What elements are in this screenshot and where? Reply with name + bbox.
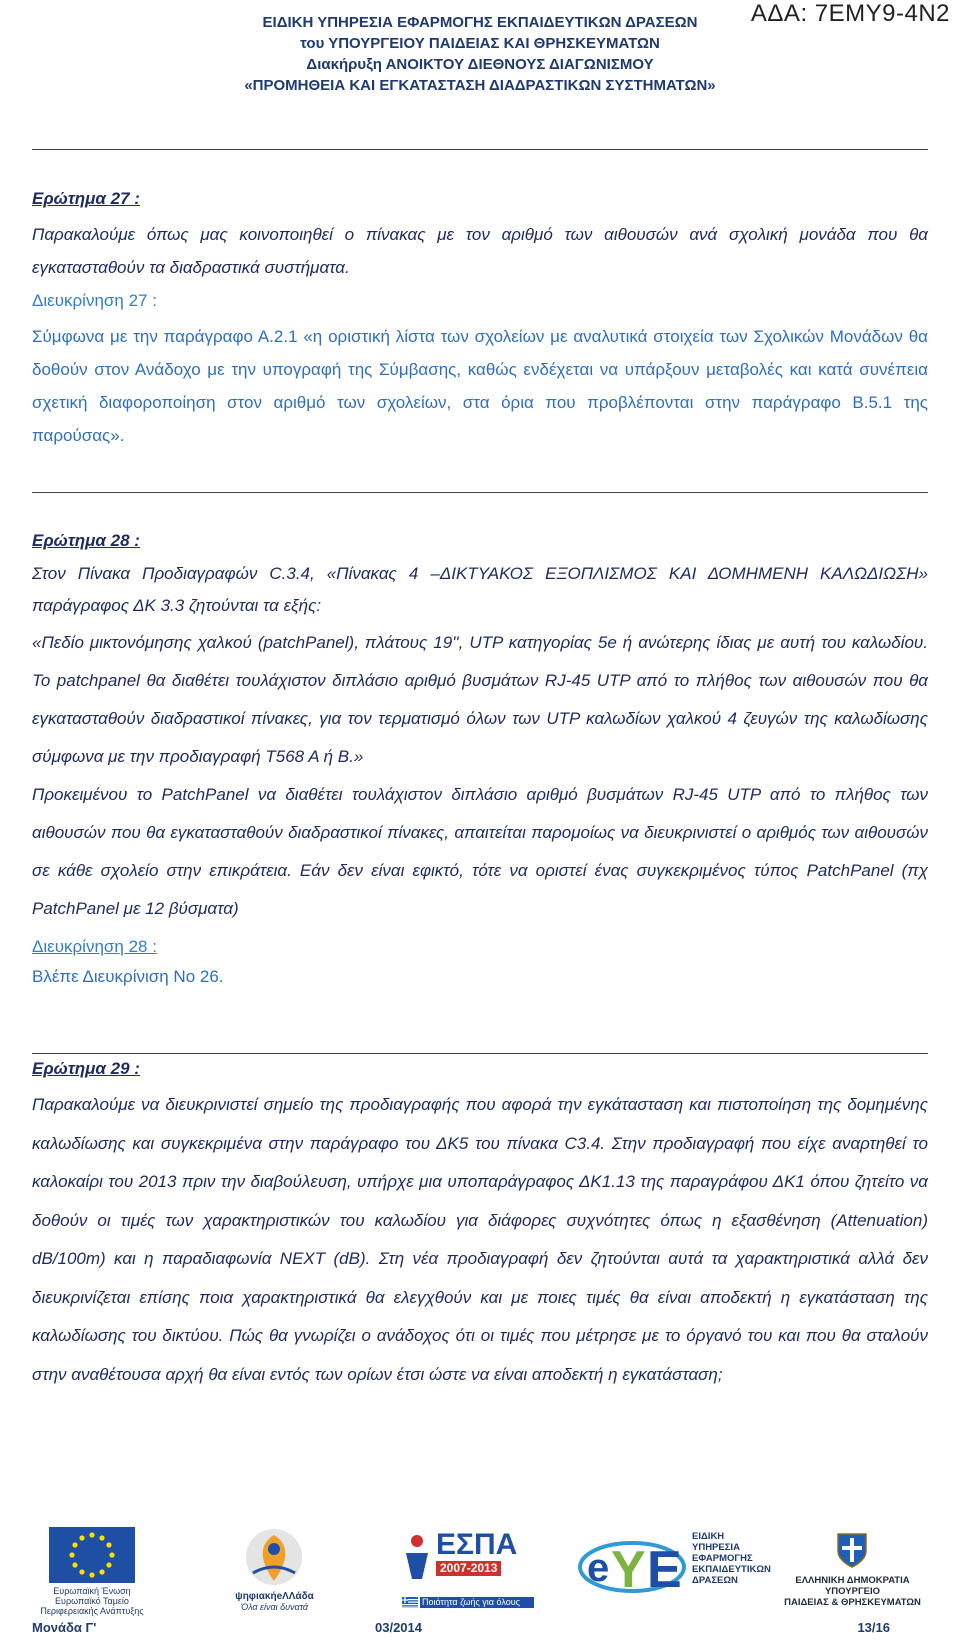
document-header (0, 12, 960, 96)
digital-greece-logo (217, 1527, 332, 1615)
divider (32, 492, 928, 493)
eu-text-1: Ευρωπαϊκή Ένωση (53, 1586, 131, 1596)
greek-coat-of-arms-icon (835, 1531, 869, 1569)
svg-text:Ε: Ε (647, 1541, 682, 1597)
answer-title: Διευκρίνηση 27 : (32, 291, 157, 310)
eye-line-4: ΕΚΠΑΙΔΕΥΤΙΚΩΝ (692, 1564, 771, 1575)
question-text: Προκειμένου το PatchPanel να διαθέτει τουλάχιστον διπλάσιο αριθμό βυσμάτων RJ-45 UTP από το πλήθος των αιθουσών που θα εγκατασταθούν διαδραστικοί πίνακες, απαιτείται παρομοίως να διευκρινιστεί ο αριθμός των αιθουσών σε κάθε σχολείο στην επικράτεια. Εάν δεν είναι εφικτό, τότε να οριστεί ένας συγκεκριμένος τύπος PatchPanel (πχ PatchPanel με 12 βύσματα) (32, 785, 928, 918)
digital-greece-slogan: Όλα είναι δυνατά (240, 1602, 309, 1612)
espa-figure-icon (402, 1533, 432, 1581)
eye-line-2: ΥΠΗΡΕΣΙΑ (692, 1542, 740, 1553)
digital-greece-emblem-icon (239, 1527, 309, 1587)
divider (32, 1053, 928, 1054)
ministry-line-1: ΕΛΛΗΝΙΚΗ ΔΗΜΟΚΡΑΤΙΑ (795, 1575, 910, 1586)
footer-logos (32, 1527, 928, 1615)
svg-text:Υ: Υ (611, 1541, 646, 1597)
greek-flag-icon (402, 1597, 418, 1608)
eu-flag-icon (49, 1527, 135, 1583)
page-number: 13/16 (857, 1620, 890, 1635)
question-title: Ερώτημα 27 : (32, 189, 140, 208)
espa-name: ΕΣΠΑ (436, 1528, 518, 1561)
header-line-2: του ΥΠΟΥΡΓΕΙΟΥ ΠΑΙΔΕΙΑΣ ΚΑΙ ΘΡΗΣΚΕΥΜΑΤΩΝ (300, 35, 660, 52)
espa-logo (402, 1527, 532, 1615)
ada-stamp: ΑΔΑ: 7ΕΜΥ9-4Ν2 (750, 0, 950, 27)
answer-title: Διευκρίνηση 28 : (32, 937, 157, 956)
svg-text:e: e (587, 1546, 610, 1590)
answer-text: Βλέπε Διευκρίνιση Νο 26. (32, 967, 224, 986)
eu-text-2: Ευρωπαϊκό Ταμείο (55, 1596, 129, 1606)
question-quote: «Πεδίο μικτονόμησης χαλκού (patchPanel), πλάτους 19'', UTP κατηγορίας 5e ή ανώτερης ίδιας με αυτή του καλωδίου. Το patchpanel θα διαθέτει τουλάχιστον διπλάσιο αριθμό βυσμάτων RJ-45 UTP από το πλήθος των αιθουσών που θα εγκατασταθούν διαδραστικοί πίνακες, για τον τερματισμό όλων των UTP καλωδίων χαλκού 4 ζευγών της καλωδίωσης σύμφωνα με την προδιαγραφή T568 A ή B.» (32, 633, 928, 766)
footer-unit: Μονάδα Γ' (32, 1620, 97, 1635)
espa-years: 2007-2013 (436, 1561, 501, 1576)
header-line-1: ΕΙΔΙΚΗ ΥΠΗΡΕΣΙΑ ΕΦΑΡΜΟΓΗΣ ΕΚΠΑΙΔΕΥΤΙΚΩΝ ΔΡΑΣΕΩΝ (262, 14, 698, 31)
question-text: Παρακαλούμε να διευκρινιστεί σημείο της προδιαγραφής που αφορά την εγκάτασταση και πιστοποίηση της δομημένης καλωδίωσης και συγκεκριμένα στην παράγραφο του ΔΚ5 του πίνακα C3.4. Στην προδιαγραφή που είχε αναρτηθεί το καλοκαίρι του 2013 πριν την διαβούλευση, υπήρχε μια υποπαράγραφος ΔΚ1.13 της παραγράφου ΔΚ1 όπου ζητείτο να δοθούν οι τιμές των χαρακτηριστικών του καλωδίου για διάφορες συχνότητες όπως η εξασθένηση (Attenuation) dB/100m) και η παραδιαφωνία NEXT (dB). Στη νέα προδιαγραφή δεν ζητούνται αυτά τα χαρακτηριστικά αλλά δεν διευκρινίζεται επίσης ποια χαρακτηριστικά θα ελεγχθούν και με ποιες τιμές θα είναι αποδεκτή η εγκατάσταση της καλωδίωσης του δικτύου. Πώς θα γνωρίζει ο ανάδοχος ότι οι τιμές που μέτρησε με το όργανό του και που θα σταλούν στην αναθέτουσα αρχή θα είναι εντός των ορίων έτσι ώστε να είναι αποδεκτή η εγκατάσταση; (32, 1095, 928, 1384)
eu-logo (32, 1527, 152, 1615)
eye-logo (577, 1527, 771, 1615)
question-29 (32, 1058, 928, 1394)
answer-text: Σύμφωνα με την παράγραφο Α.2.1 «η οριστική λίστα των σχολείων με αναλυτικά στοιχεία των Σχολικών Μονάδων θα δοθούν στον Ανάδοχο με την υπογραφή της Σύμβασης, καθώς ενδέχεται να υπάρξουν μεταβολές και κατά συνέπεια σχετική διαφοροποίηση στον αριθμό των σχολείων, στα όρια που προβλέπονται στην παράγραφο Β.5.1 της παρούσας». (32, 327, 928, 445)
question-text: Στον Πίνακα Προδιαγραφών C.3.4, «Πίνακας 4 –ΔΙΚΤΥΑΚΟΣ ΕΞΟΠΛΙΣΜΟΣ ΚΑΙ ΔΟΜΗΜΕΝΗ ΚΑΛΩΔΙΩΣΗ» παράγραφος ΔΚ 3.3 ζητούνται τα εξής: (32, 564, 928, 615)
ministry-logo (777, 1527, 928, 1615)
eye-line-1: ΕΙΔΙΚΗ (692, 1531, 725, 1542)
eu-text-3: Περιφερειακής Ανάπτυξης (40, 1606, 144, 1616)
footer-date: 03/2014 (375, 1620, 422, 1635)
question-28 (32, 530, 928, 992)
eye-line-3: ΕΦΑΡΜΟΓΗΣ (692, 1553, 753, 1564)
espa-slogan: Ποιότητα ζωής για όλους (420, 1597, 534, 1608)
header-line-3: Διακήρυξη ΑΝΟΙΚΤΟΥ ΔΙΕΘΝΟΥΣ ΔΙΑΓΩΝΙΣΜΟΥ (306, 56, 654, 73)
eye-line-5: ΔΡΑΣΕΩΝ (692, 1575, 738, 1586)
digital-greece-name: ψηφιακήeΛΛάδα (235, 1591, 314, 1602)
header-line-4: «ΠΡΟΜΗΘΕΙΑ ΚΑΙ ΕΓΚΑΤΑΣΤΑΣΗ ΔΙΑΔΡΑΣΤΙΚΩΝ ΣΥΣΤΗΜΑΤΩΝ» (244, 77, 716, 94)
divider (32, 149, 928, 150)
question-text: Παρακαλούμε όπως μας κοινοποιηθεί ο πίνακας με τον αριθμό των αιθουσών ανά σχολική μονάδα που θα εγκατασταθούν τα διαδραστικά συστήματα. (32, 225, 928, 277)
question-27 (32, 188, 928, 452)
question-title: Ερώτημα 28 : (32, 531, 140, 550)
ministry-line-3: ΠΑΙΔΕΙΑΣ & ΘΡΗΣΚΕΥΜΑΤΩΝ (784, 1597, 921, 1608)
question-title: Ερώτημα 29 : (32, 1059, 140, 1078)
ministry-line-2: ΥΠΟΥΡΓΕΙΟ (824, 1586, 881, 1597)
eye-emblem-icon (577, 1537, 687, 1597)
